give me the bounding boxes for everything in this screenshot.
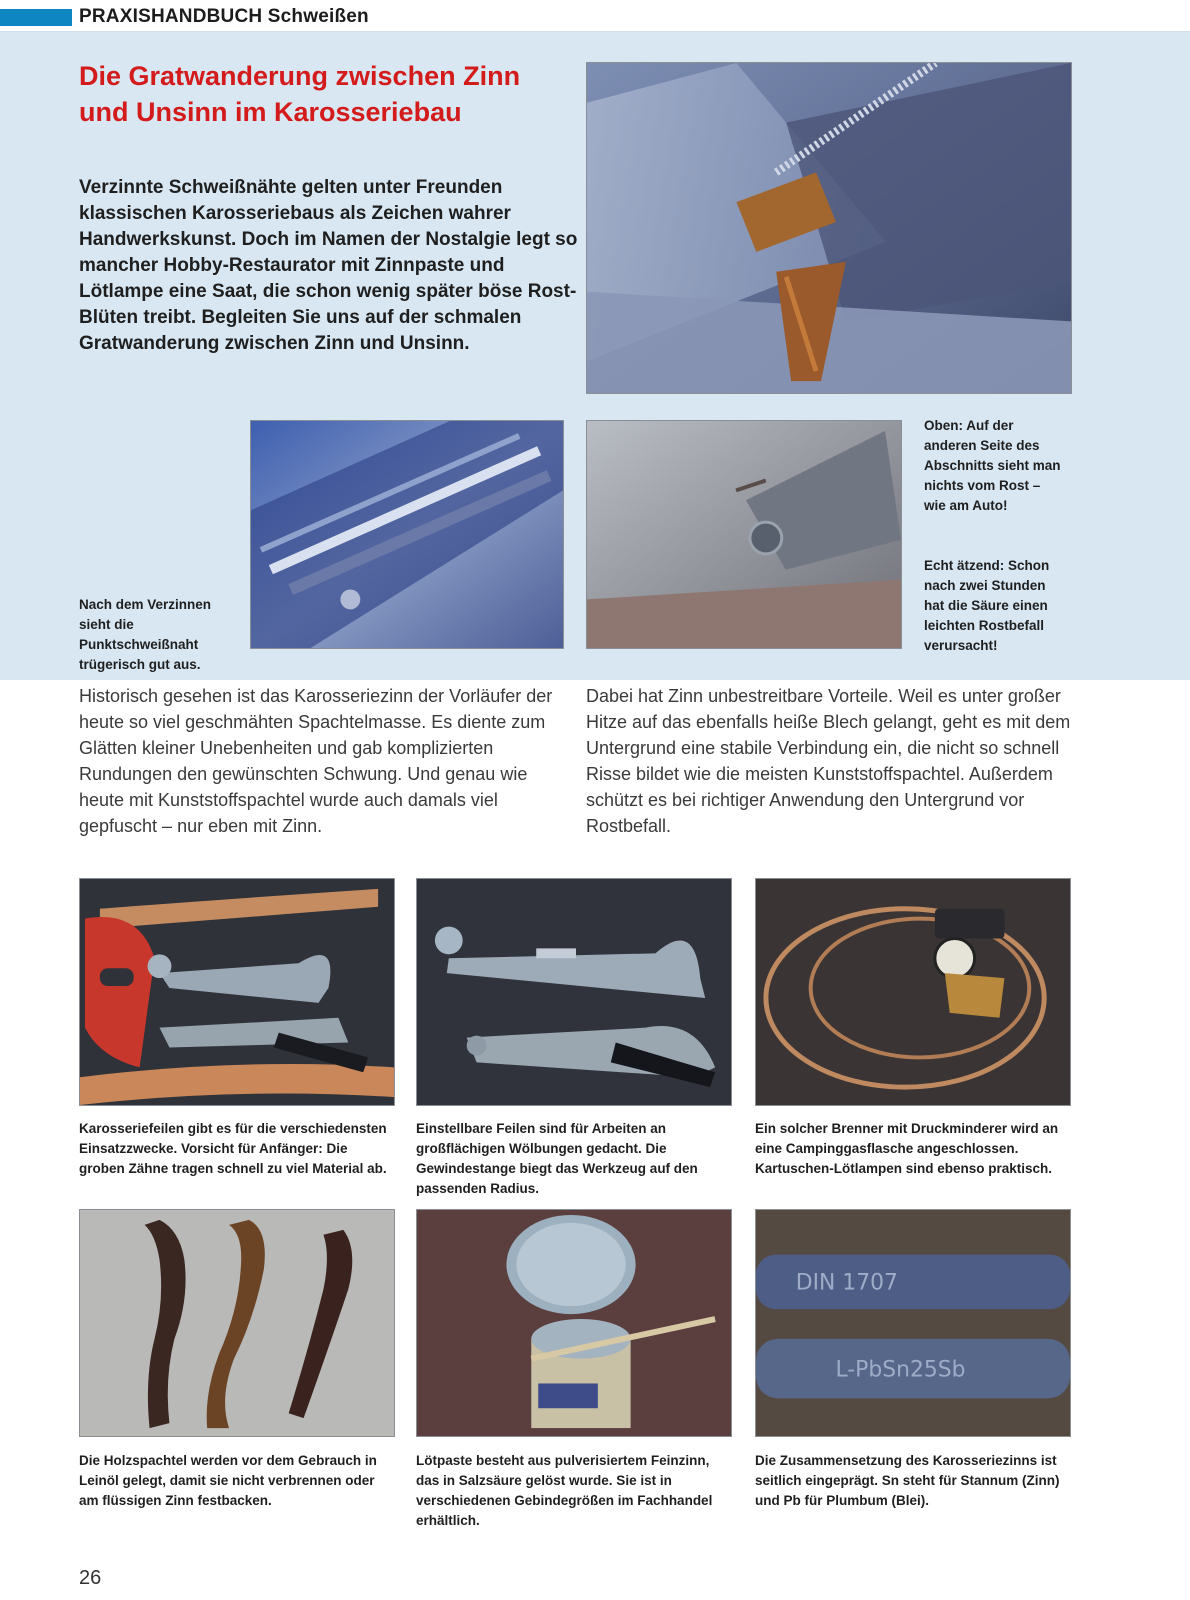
header-topic: Schweißen <box>267 6 369 27</box>
intro-lead: Verzinnte Schweißnähte gelten unter Freunden klassischen Karosseriebaus als Zeichen wahrer Handwerkskunst. Doch im Namen der Nostalgie legt so mancher Hobby-Restaurator mit Zinnpaste und Lötlampe eine Saat, die schon wenig später böse Rost-Blüten treibt. Begleiten Sie uns auf der schmalen Gratwanderung zwischen Zinn und Unsinn. <box>79 177 578 354</box>
caption-echt-aetzend: Echt ätzend: Schon nach zwei Stunden hat die Säure einen leichten Rostbefall verursacht! <box>924 558 1050 653</box>
caption-zusammensetzung: Die Zusammensetzung des Karosseriezinns ist seitlich eingeprägt. Sn steht für Stannum (Zinn) und Pb für Plumbum (Blei). <box>755 1453 1060 1508</box>
header-accent-bar <box>0 9 72 26</box>
photo-solder-paste <box>416 1209 732 1437</box>
photo-acid-rust <box>586 420 902 649</box>
bar-stamp-top: DIN 1707 <box>795 1270 898 1296</box>
title-line-1: Die Gratwanderung zwischen Zinn <box>79 61 521 91</box>
photo-body-files <box>79 878 395 1106</box>
photo-tinned-seam <box>250 420 564 649</box>
photo-adjustable-files <box>416 878 732 1106</box>
body-column-right: Dabei hat Zinn unbestreitbare Vorteile. Weil es unter großer Hitze auf das ebenfalls heiße Blech gelangt, geht es mit dem Untergrund eine stabile Verbindung ein, die nicht so schnell Risse bildet wie die meisten Kunststoffspachtel. Außerdem schützt es bei richtiger Anwendung den Untergrund vor Rostbefall. <box>586 686 1071 836</box>
caption-karosseriefeilen: Karosseriefeilen gibt es für die verschiedensten Einsatzzwecke. Vorsicht für Anfänger: Die groben Zähne tragen schnell zu viel Material ab. <box>79 1121 387 1176</box>
caption-brenner: Ein solcher Brenner mit Druckminderer wird an eine Campinggasflasche angeschlossen. Kartuschen-Lötlampen sind ebenso praktisch. <box>755 1121 1059 1176</box>
photo-burner-regulator <box>755 878 1071 1106</box>
running-header <box>79 6 369 28</box>
caption-holzspachtel: Die Holzspachtel werden vor dem Gebrauch in Leinöl gelegt, damit sie nicht verbrennen oder am flüssigen Zinn festbacken. <box>79 1453 377 1508</box>
caption-nach-verzinnen: Nach dem Verzinnen sieht die Punktschweißnaht trügerisch gut aus. <box>79 597 212 672</box>
page-title <box>79 58 549 130</box>
caption-einstellbare-feilen: Einstellbare Feilen sind für Arbeiten an großflächigen Wölbungen gedacht. Die Gewindestange biegt das Werkzeug auf den passenden Radius. <box>416 1121 698 1196</box>
body-column-left: Historisch gesehen ist das Karosseriezinn der Vorläufer der heute so viel geschmähten Spachtelmasse. Es diente zum Glätten kleiner Unebenheiten und gab komplizierten Rundungen den gewünschten Schwung. Und genau wie heute mit Kunststoffspachtel wurde auch damals viel gepfuscht – nur eben mit Zinn. <box>79 686 553 836</box>
photo-wooden-spatulas <box>79 1209 395 1437</box>
photo-seam-rust <box>586 62 1072 394</box>
header-section: PRAXISHANDBUCH <box>79 6 263 27</box>
page-number: 26 <box>79 1567 102 1589</box>
bar-stamp-bottom: L-PbSn25Sb <box>835 1357 966 1383</box>
caption-oben: Oben: Auf der anderen Seite des Abschnitts sieht man nichts vom Rost – wie am Auto! <box>924 418 1061 513</box>
photo-solder-bars <box>755 1209 1071 1437</box>
caption-loetpaste: Lötpaste besteht aus pulverisiertem Feinzinn, das in Salzsäure gelöst wurde. Sie ist in verschiedenen Gebindegrößen im Fachhandel erhältlich. <box>416 1453 713 1528</box>
title-line-2: und Unsinn im Karosseriebau <box>79 97 462 127</box>
